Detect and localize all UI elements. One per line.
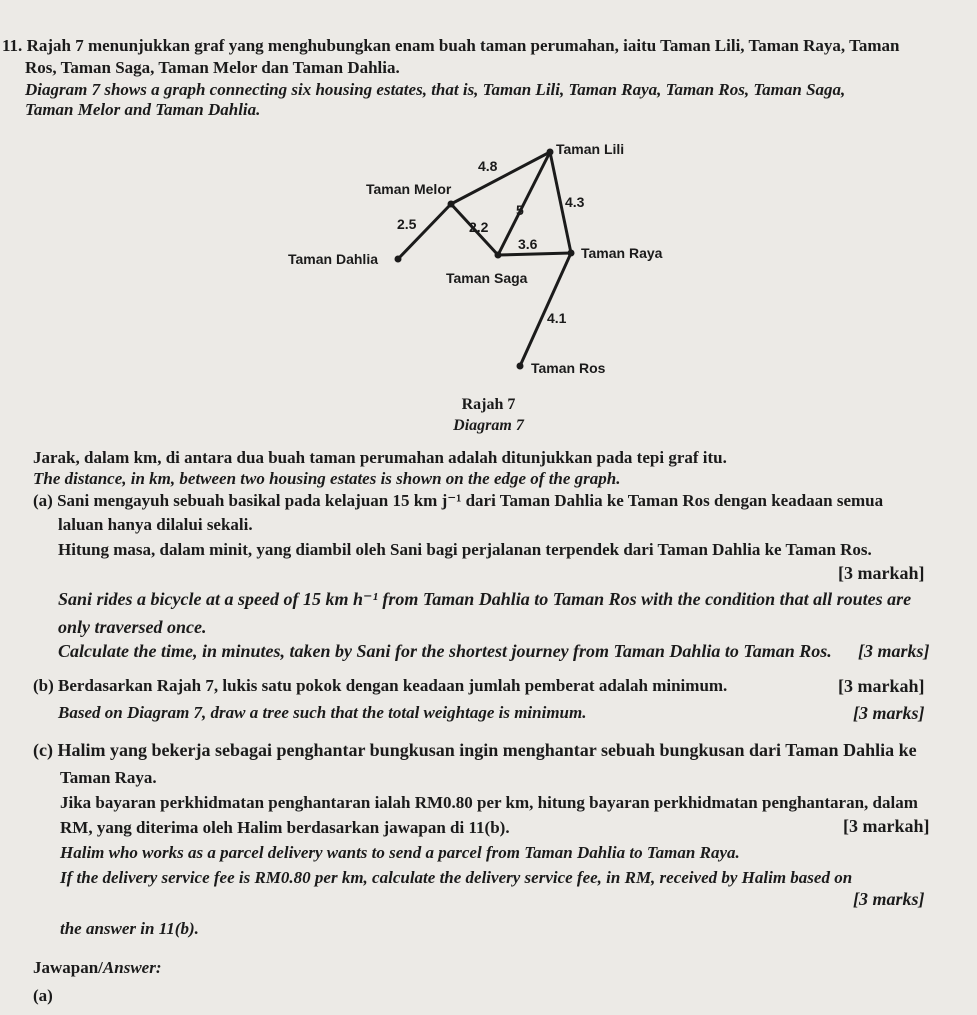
- node-melor: [448, 201, 455, 208]
- edge-weight-melor-saga: 2.2: [469, 219, 489, 235]
- edge-weight-raya-ros: 4.1: [547, 310, 567, 326]
- part-a-ms-text-2: laluan hanya dilalui sekali.: [58, 515, 253, 534]
- node-label-dahlia: Taman Dahlia: [288, 251, 378, 267]
- part-c-marks-ms: [3 markah]: [843, 816, 930, 836]
- part-c-ms-text-2: Taman Raya.: [60, 768, 157, 787]
- part-a-en-text-3: Calculate the time, in minutes, taken by Sani for the shortest journey from Taman Dahlia to Taman Ros.: [58, 641, 832, 661]
- intro-ms-text-1: Rajah 7 menunjukkan graf yang menghubungkan enam buah taman perumahan, iaitu Taman Lili, Taman Raya, Taman: [26, 36, 900, 55]
- answer-heading-en: Answer:: [102, 958, 162, 977]
- part-c-ms-text-4: RM, yang diterima oleh Halim berdasarkan jawapan di 11(b).: [60, 818, 510, 837]
- part-a-ms-text-1: Sani mengayuh sebuah basikal pada kelajuan 15 km j⁻¹ dari Taman Dahlia ke Taman Ros dengan keadaan semua: [57, 491, 884, 510]
- part-a-marks-en: [3 marks]: [858, 641, 930, 661]
- edge-weight-melor-lili: 4.8: [478, 158, 498, 174]
- part-b-ms-line: [33, 676, 727, 696]
- intro-en-text-2: Taman Melor and Taman Dahlia.: [25, 100, 261, 119]
- edge-weight-lili-raya: 4.3: [565, 194, 585, 210]
- part-c-marks-en: [3 marks]: [853, 889, 925, 909]
- diagram-caption-en: Diagram 7: [453, 417, 524, 434]
- part-b-marks-en: [3 marks]: [853, 703, 925, 723]
- part-b-ms-text: Berdasarkan Rajah 7, lukis satu pokok dengan keadaan jumlah pemberat adalah minimum.: [58, 676, 728, 695]
- edge-weight-saga-lili: 5: [516, 202, 524, 218]
- part-a-ms-text-3: Hitung masa, dalam minit, yang diambil oleh Sani bagi perjalanan terpendek dari Taman Dahlia ke Taman Ros.: [58, 540, 872, 559]
- part-a-label: (a): [33, 491, 53, 510]
- part-c-label: (c): [33, 740, 53, 760]
- node-label-ros: Taman Ros: [531, 360, 606, 376]
- node-label-raya: Taman Raya: [581, 245, 663, 261]
- part-b-marks-ms: [3 markah]: [838, 676, 925, 696]
- part-c-en-text-1: Halim who works as a parcel delivery wants to send a parcel from Taman Dahlia to Taman Raya.: [60, 843, 740, 862]
- part-c-ms-line1: [33, 740, 917, 761]
- diagram-caption-ms: Rajah 7: [461, 396, 516, 413]
- part-b-en-text: Based on Diagram 7, draw a tree such that the total weightage is minimum.: [58, 703, 587, 722]
- distance-note-en: The distance, in km, between two housing estates is shown on the edge of the graph.: [33, 469, 621, 488]
- node-label-lili: Taman Lili: [556, 141, 625, 157]
- node-lili: [547, 149, 554, 156]
- part-c-en-text-2: If the delivery service fee is RM0.80 per km, calculate the delivery service fee, in RM, received by Halim based on: [60, 868, 853, 887]
- edge-melor-lili: [451, 152, 550, 204]
- edge-weight-dahlia-melor: 2.5: [397, 216, 417, 232]
- edge-saga-raya: [498, 253, 571, 255]
- part-b-label: (b): [33, 676, 54, 695]
- part-a-en-text-2: only traversed once.: [58, 617, 207, 637]
- node-saga: [495, 252, 502, 259]
- intro-en-text-1: Diagram 7 shows a graph connecting six housing estates, that is, Taman Lili, Taman Raya, Taman Ros, Taman Saga,: [25, 80, 846, 99]
- node-raya: [568, 250, 575, 257]
- graph-diagram: [0, 0, 977, 400]
- answer-heading: [33, 958, 162, 978]
- part-c-en-text-3: the answer in 11(b).: [60, 919, 199, 938]
- node-dahlia: [395, 256, 402, 263]
- answer-heading-ms: Jawapan/: [33, 958, 103, 977]
- question-number: 11.: [2, 36, 23, 55]
- part-c-ms-text-1: Halim yang bekerja sebagai penghantar bungkusan ingin menghantar sebuah bungkusan dari Taman Dahlia ke: [57, 740, 917, 760]
- intro-ms-text-2: Ros, Taman Saga, Taman Melor dan Taman Dahlia.: [25, 58, 400, 77]
- node-label-saga: Taman Saga: [446, 270, 528, 286]
- part-a-ms-line1: [33, 491, 883, 511]
- node-ros: [517, 363, 524, 370]
- part-a-en-text-1: Sani rides a bicycle at a speed of 15 km h⁻¹ from Taman Dahlia to Taman Ros with the condition that all routes are: [58, 589, 912, 609]
- edge-weight-saga-raya: 3.6: [518, 236, 538, 252]
- distance-note-ms: Jarak, dalam km, di antara dua buah taman perumahan adalah ditunjukkan pada tepi graf itu.: [33, 448, 727, 467]
- node-label-melor: Taman Melor: [366, 181, 452, 197]
- part-a-marks-ms: [3 markah]: [838, 563, 925, 583]
- answer-part-a-label: (a): [33, 986, 53, 1005]
- part-c-ms-text-3: Jika bayaran perkhidmatan penghantaran ialah RM0.80 per km, hitung bayaran perkhidmatan penghantaran, dalam: [60, 793, 918, 812]
